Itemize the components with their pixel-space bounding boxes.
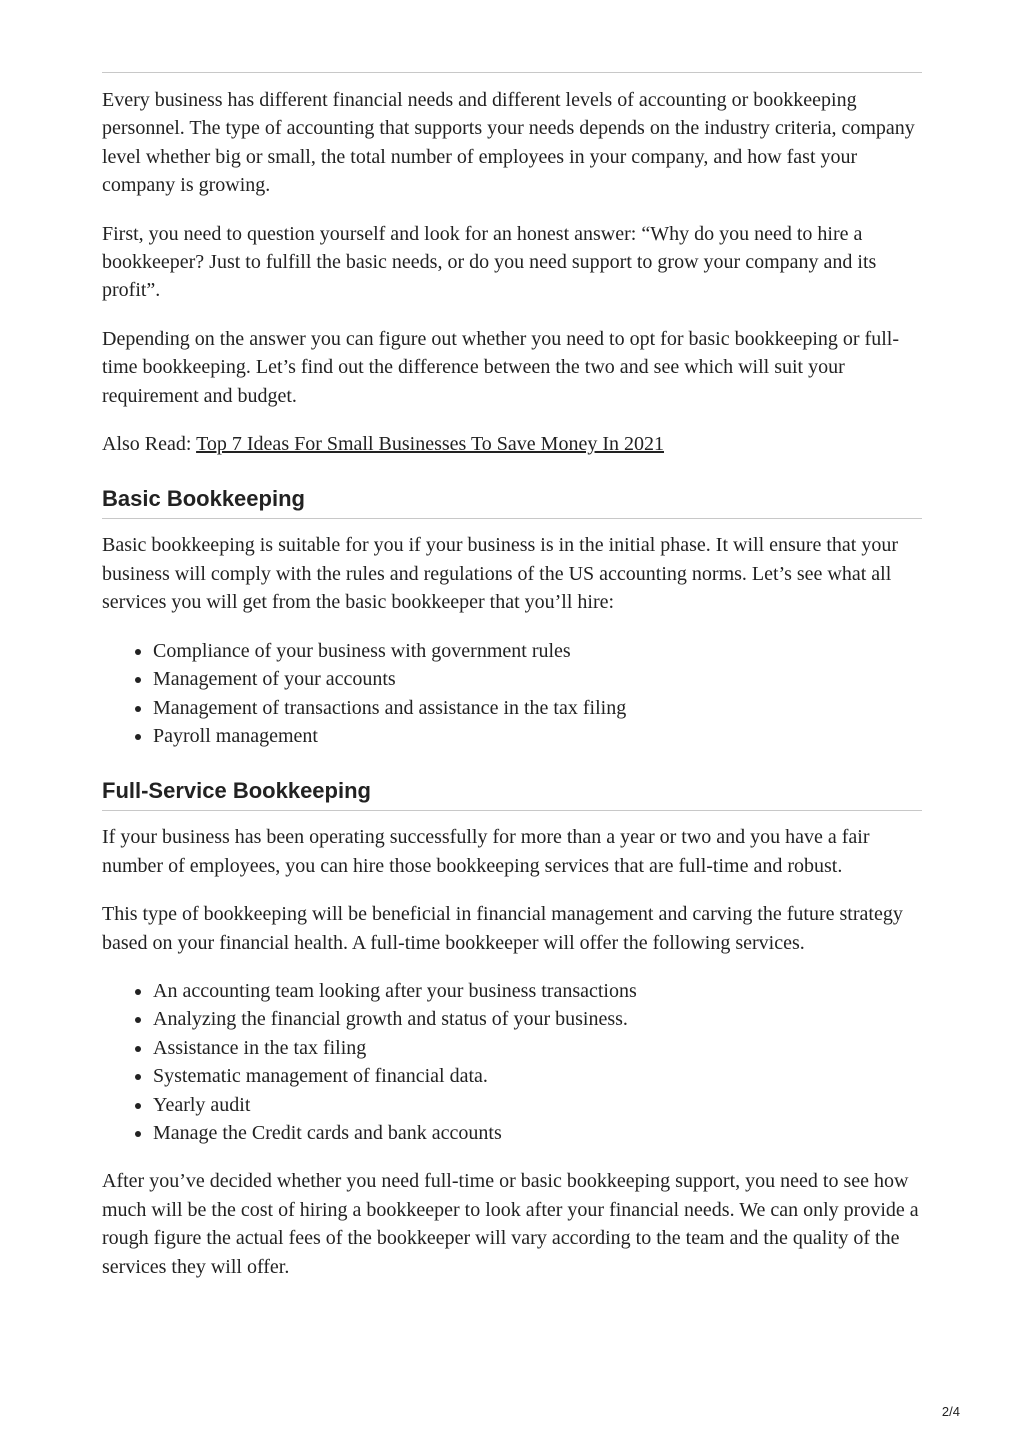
also-read-link[interactable]: Top 7 Ideas For Small Businesses To Save Money In 2021 — [196, 433, 664, 456]
top-divider — [102, 72, 922, 73]
list-item: • Analyzing the financial growth and status of your business. — [153, 1005, 922, 1033]
also-read — [102, 430, 922, 458]
list-item: • Management of your accounts — [153, 665, 922, 693]
list-item: • Manage the Credit cards and bank accounts — [153, 1119, 922, 1147]
full-service-paragraph-1: If your business has been operating successfully for more than a year or two and you have a fair number of employees, you can hire those bookkeeping services that are full-time and robust. — [102, 826, 870, 877]
basic-services-list — [102, 637, 922, 751]
also-read-prefix: Also Read: — [102, 433, 197, 456]
intro-paragraph-1: Every business has different financial needs and different levels of accounting or bookkeeping personnel. The type of accounting that supports your needs depends on the industry criteria, company level whether big or small, the total number of employees in your company, and how fast your company is growing. — [102, 89, 915, 197]
basic-bookkeeping-paragraph: Basic bookkeeping is suitable for you if your business is in the initial phase. It will ensure that your business will comply with the rules and regulations of the US accounting norms. Let’s see what all services you will get from the basic bookkeeper that you’ll hire: — [102, 534, 898, 614]
list-item: • Compliance of your business with government rules — [153, 637, 922, 665]
list-item: • Management of transactions and assistance in the tax filing — [153, 694, 922, 722]
list-item: • Yearly audit — [153, 1091, 922, 1119]
page-number: 2/4 — [941, 1404, 960, 1419]
list-item: • Systematic management of financial data. — [153, 1062, 922, 1090]
basic-bookkeeping-heading: Basic Bookkeeping — [102, 486, 922, 519]
list-item: • An accounting team looking after your business transactions — [153, 977, 922, 1005]
intro-paragraph-3: Depending on the answer you can figure out whether you need to opt for basic bookkeeping or full-time bookkeeping. Let’s find out the difference between the two and see which will suit your requirement and budget. — [102, 327, 899, 407]
list-item: • Payroll management — [153, 722, 922, 750]
full-service-paragraph-2: This type of bookkeeping will be beneficial in financial management and carving the future strategy based on your financial health. A full-time bookkeeper will offer the following services. — [102, 903, 903, 954]
closing-paragraph: After you’ve decided whether you need full-time or basic bookkeeping support, you need to see how much will be the cost of hiring a bookkeeper to look after your financial needs. We can only provide a rough figure the actual fees of the bookkeeper will vary according to the team and the quality of the services they will offer. — [102, 1170, 919, 1278]
document-page — [102, 72, 922, 1301]
full-service-heading: Full-Service Bookkeeping — [102, 778, 922, 811]
full-services-list — [102, 977, 922, 1147]
intro-paragraph-2: First, you need to question yourself and look for an honest answer: “Why do you need to hire a bookkeeper? Just to fulfill the basic needs, or do you need support to grow your company and its profit”. — [102, 222, 877, 302]
list-item: • Assistance in the tax filing — [153, 1034, 922, 1062]
